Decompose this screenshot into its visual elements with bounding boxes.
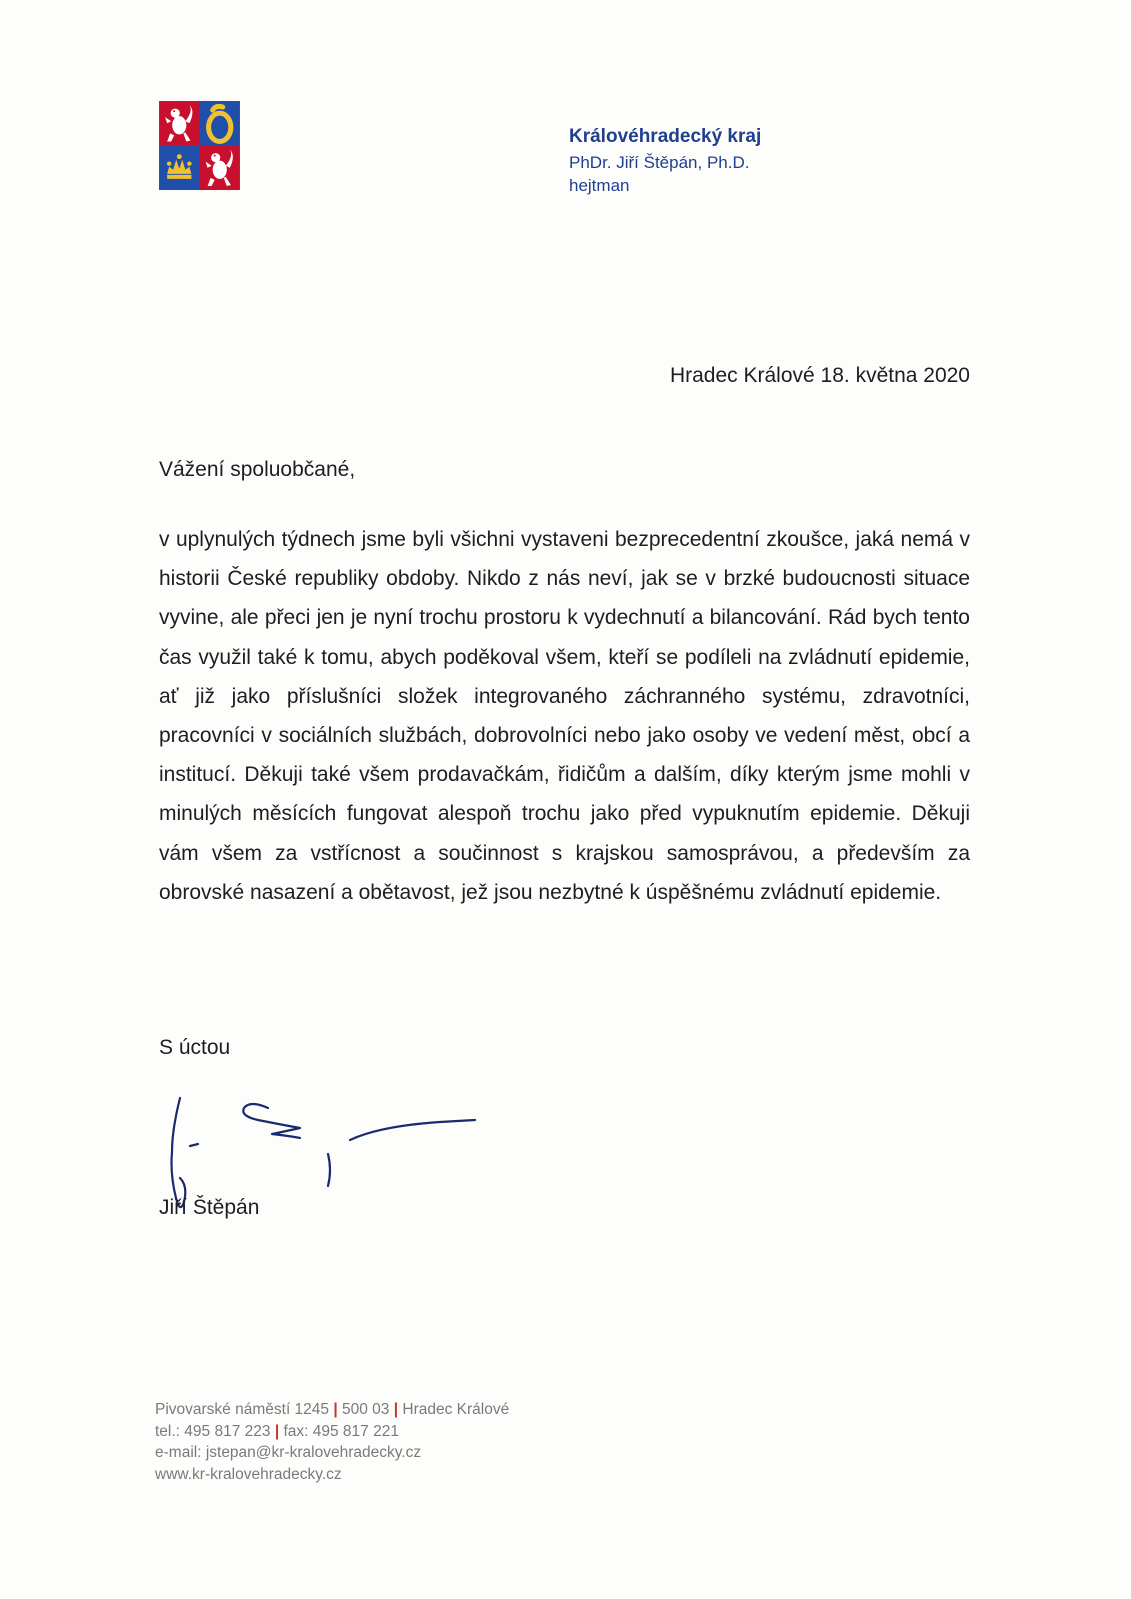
footer-email[interactable]: e-mail: jstepan@kr-kralovehradecky.cz xyxy=(155,1444,422,1461)
signer-name: Jiří Štěpán xyxy=(159,1196,260,1219)
footer-phone-line xyxy=(155,1421,509,1443)
footer-city: Hradec Králové xyxy=(402,1401,510,1418)
organization-name: Královéhradecký kraj xyxy=(569,126,762,147)
footer-contact xyxy=(155,1399,509,1485)
sender-role: hejtman xyxy=(569,176,630,195)
footer-tel: tel.: 495 817 223 xyxy=(155,1422,271,1440)
coat-of-arms-icon xyxy=(159,101,240,190)
footer-address-line xyxy=(155,1399,509,1421)
footer-website[interactable]: www.kr-kralovehradecky.cz xyxy=(155,1465,342,1483)
footer-separator: | xyxy=(393,1401,399,1418)
footer-zip: 500 03 xyxy=(342,1401,390,1418)
letter-date: Hradec Králové 18. května 2020 xyxy=(669,364,970,387)
footer-separator: | xyxy=(333,1401,338,1418)
salutation: Vážení spoluobčané, xyxy=(159,458,356,481)
letter-body: v uplynulých týdnech jsme byli všichni vystaveni bezprecedentní zkoušce, jaká nemá v historii České republiky obdoby. Nikdo z nás neví, jak se v brzké budoucnosti situace vyvine, ale přeci jen je nyní trochu prostoru k vydechnutí a bilancování. Rád bych tento čas využil také k tomu, abych poděkoval všem, kteří se podíleli na zvládnutí epidemie, ať již jako příslušníci složek integrovaného záchranného systému, zdravotníci, pracovníci v sociálních službách, dobrovolníci nebo jako osoby ve vedení měst, obcí a institucí. Děkuji také všem prodavačkám, řidičům a dalším, díky kterým jsme mohli v minulých měsících fungovat alespoň trochu jako před vypuknutím epidemie. Děkuji vám všem za vstřícnost a součinnost s krajskou samosprávou, a především za obrovské nasazení a obětavost, jež jsou nezbytné k úspěšnému zvládnutí epidemie. xyxy=(159,528,970,904)
closing: S úctou xyxy=(159,1036,231,1059)
footer-fax: fax: 495 817 221 xyxy=(283,1422,399,1440)
footer-street: Pivovarské náměstí 1245 xyxy=(155,1401,330,1418)
footer-separator: | xyxy=(274,1422,280,1440)
sender-name: PhDr. Jiří Štěpán, Ph.D. xyxy=(569,153,750,172)
